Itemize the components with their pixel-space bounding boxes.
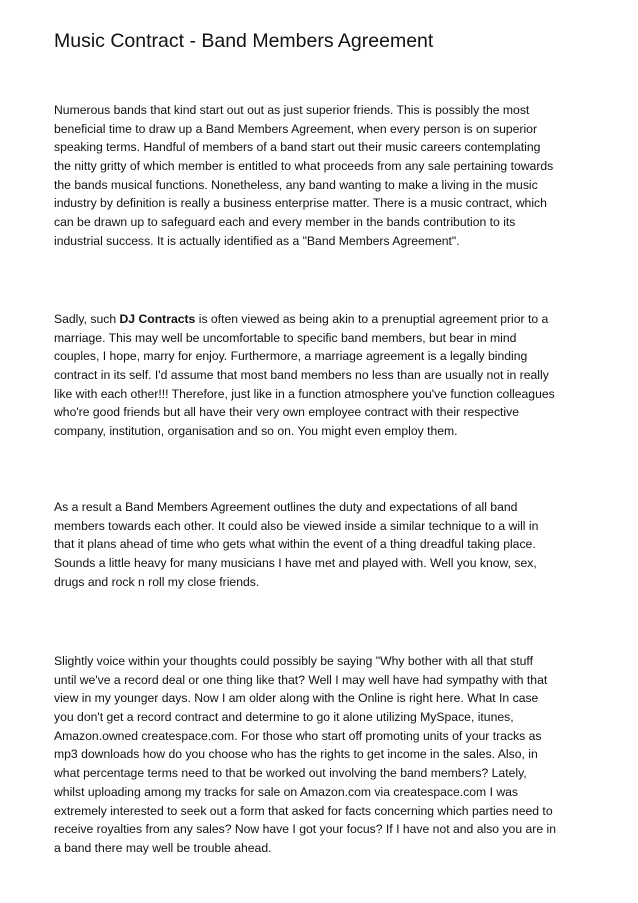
paragraph-line: the nitty gritty of which member is entitled to what proceeds from any sale pertaining towards	[54, 159, 554, 174]
paragraph-line: members towards each other. It could also be viewed inside a similar technique to a will in	[54, 518, 539, 533]
paragraph-2	[54, 310, 594, 441]
paragraph-line: who're good friends but all have their very own employee contract with their respective	[54, 405, 520, 420]
document-title: Music Contract - Band Members Agreement	[54, 30, 434, 52]
paragraph-line-with-bold	[54, 310, 594, 329]
paragraph-line: like with each other!!! Therefore, just like in a function atmosphere you've function colleagues	[54, 386, 555, 401]
text-before-bold: Sadly, such	[54, 312, 120, 326]
paragraph-line: you don't get a record contract and determine to go it alone utilizing MySpace, itunes,	[54, 710, 514, 725]
bold-term-dj-contracts: DJ Contracts	[119, 312, 196, 326]
paragraph-line: mp3 downloads how do you choose who has the rights to get income in the sales. Also, in	[54, 747, 538, 762]
paragraph-3	[54, 498, 594, 591]
paragraph-line: Slightly voice within your thoughts could possibly be saying "Why bother with all that stuff	[54, 654, 533, 668]
paragraph-line: extremely interested to seek out a form that asked for facts concerning which parties need to	[54, 803, 553, 818]
paragraph-line: Numerous bands that kind start out out as just superior friends. This is possibly the most	[54, 103, 530, 117]
paragraph-line: Amazon.owned createspace.com. For those who start off promoting units of your tracks as	[54, 728, 542, 743]
paragraph-line: until we've a record deal or one thing like that? Well I may well have had sympathy with that	[54, 672, 548, 687]
paragraph-line: couples, I hope, marry for enjoy. Furthermore, a marriage agreement is a legally binding	[54, 349, 528, 364]
paragraph-line: drugs and rock n roll my close friends.	[54, 574, 260, 589]
paragraph-line: can be drawn up to safeguard each and every member in the bands contribution to its	[54, 215, 516, 230]
paragraph-line: Sounds a little heavy for many musicians I have met and played with. Well you know, sex,	[54, 556, 537, 571]
paragraph-line: marriage. This may well be uncomfortable to specific band members, but bear in mind	[54, 330, 517, 345]
paragraph-line: a band there may well be trouble ahead.	[54, 840, 272, 855]
paragraph-line: view in my younger days. Now I am older along with the Online is right here. What In case	[54, 691, 539, 706]
paragraph-line: As a result a Band Members Agreement outlines the duty and expectations of all band	[54, 500, 518, 514]
paragraph-line: contract in its self. I'd assume that most band members no less than are usually not in really	[54, 368, 549, 383]
paragraph-line: whilst uploading among my tracks for sale on Amazon.com via createspace.com I was	[54, 784, 519, 799]
paragraph-line: industrial success. It is actually identified as a "Band Members Agreement".	[54, 233, 460, 248]
paragraph-line: that it plans ahead of time who gets what within the event of a thing dreadful taking place.	[54, 537, 536, 552]
paragraph-line: what percentage terms need to that be worked out involving the band members? Lately,	[54, 766, 527, 781]
text-after-bold: is often viewed as being akin to a prenuptial agreement prior to a	[195, 312, 549, 326]
paragraph-line: speaking terms. Handful of members of a band start out their music careers contemplating	[54, 140, 541, 155]
paragraph-1	[54, 101, 594, 251]
paragraph-line: beneficial time to draw up a Band Members Agreement, when every person is on superior	[54, 121, 538, 136]
paragraph-4	[54, 652, 594, 858]
paragraph-line: the bands musical functions. Nonetheless, any band wanting to make a living in the music	[54, 177, 538, 192]
paragraph-line: company, institution, organisation and so on. You might even employ them.	[54, 424, 458, 439]
paragraph-line: industry by definition is really a business enterprise matter. There is a music contract, which	[54, 196, 547, 211]
paragraph-line: receive royalties from any sales? Now have I got your focus? If I have not and also you are in	[54, 822, 556, 837]
